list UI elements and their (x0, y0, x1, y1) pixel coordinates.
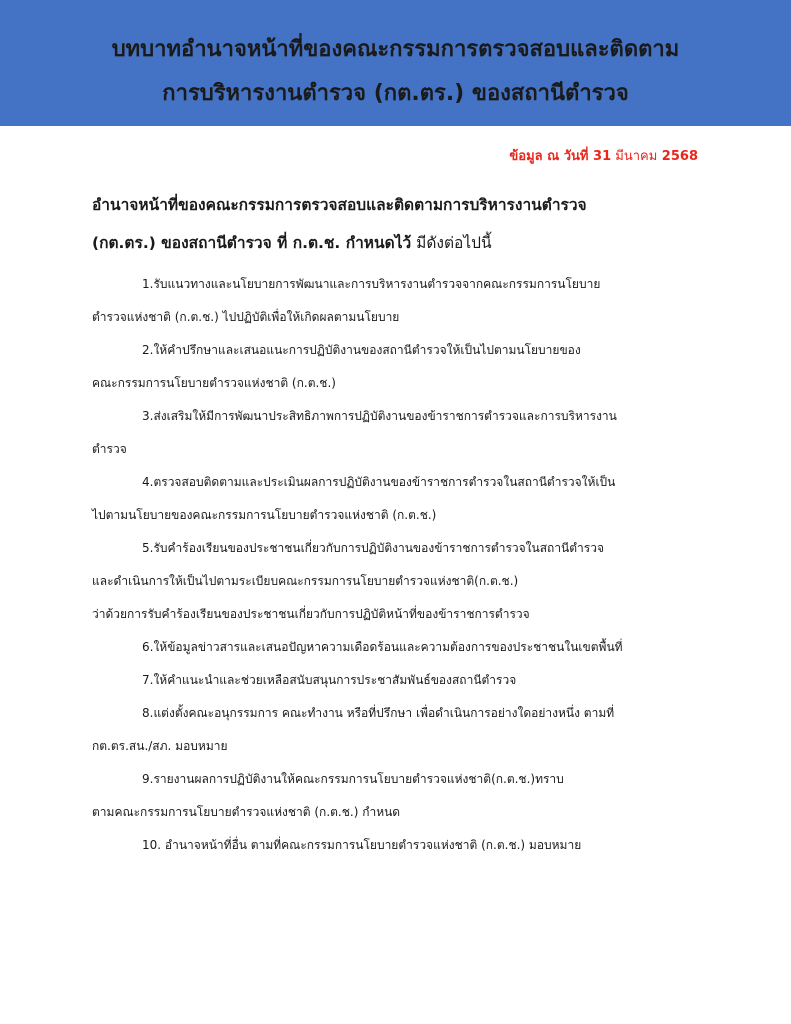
duty-item-6 (92, 631, 712, 664)
duty-item-10 (92, 829, 712, 862)
intro-line-2 (92, 224, 712, 262)
duty-line: 7.ให้คำแนะนำและช่วยเหลือสนับสนุนการประชาสัมพันธ์ของสถานีตำรวจ (142, 673, 517, 687)
intro-heading (92, 186, 712, 262)
duty-line: 10. อำนาจหน้าที่อื่น ตามที่คณะกรรมการนโยบายตำรวจแห่งชาติ (ก.ต.ช.) มอบหมาย (142, 838, 582, 852)
data-date-year: 2568 (657, 149, 698, 164)
duty-line: 3.ส่งเสริมให้มีการพัฒนาประสิทธิภาพการปฏิบัติงานของข้าราชการตำรวจและการบริหารงาน (142, 409, 617, 423)
intro-line-2-bold: (กต.ตร.) ของสถานีตำรวจ ที่ ก.ต.ช. กำหนดไว้ (92, 234, 412, 252)
duty-item-7 (92, 664, 712, 697)
duty-item-4 (92, 466, 712, 532)
title-banner (0, 0, 791, 126)
duties-list (92, 268, 712, 862)
duty-item-8 (92, 697, 712, 763)
duty-item-5 (92, 532, 712, 631)
duty-line: ไปตามนโยบายของคณะกรรมการนโยบายตำรวจแห่งชาติ (ก.ต.ช.) (92, 508, 437, 522)
duty-line: 5.รับคำร้องเรียนของประชาชนเกี่ยวกับการปฏิบัติงานของข้าราชการตำรวจในสถานีตำรวจ (142, 541, 605, 555)
duty-line: ตำรวจแห่งชาติ (ก.ต.ช.) ไปปฏิบัติเพื่อให้เกิดผลตามนโยบาย (92, 310, 400, 324)
duty-item-9 (92, 763, 712, 829)
data-date-label: ข้อมูล ณ วันที่ 31 (509, 149, 612, 164)
duty-line: และดำเนินการให้เป็นไปตามระเบียบคณะกรรมการนโยบายตำรวจแห่งชาติ(ก.ต.ช.) (92, 574, 519, 588)
duty-line: 8.แต่งตั้งคณะอนุกรรมการ คณะทำงาน หรือที่ปรึกษา เพื่อดำเนินการอย่างใดอย่างหนึ่ง ตามที่ (142, 706, 615, 720)
duty-line: 9.รายงานผลการปฏิบัติงานให้คณะกรรมการนโยบายตำรวจแห่งชาติ(ก.ต.ช.)ทราบ (142, 772, 564, 786)
duty-line: กต.ตร.สน./สภ. มอบหมาย (92, 739, 228, 753)
data-date (509, 146, 698, 168)
page-title-line-2: การบริหารงานตำรวจ (กต.ตร.) ของสถานีตำรวจ (162, 81, 629, 106)
duty-item-2 (92, 334, 712, 400)
data-date-month: มีนาคม (611, 149, 658, 164)
duty-line: ตำรวจ (92, 442, 127, 456)
duty-line: ว่าด้วยการรับคำร้องเรียนของประชาชนเกี่ยวกับการปฏิบัติหน้าที่ของข้าราชการตำรวจ (92, 607, 530, 621)
intro-line-1: อำนาจหน้าที่ของคณะกรรมการตรวจสอบและติดตามการบริหารงานตำรวจ (92, 196, 587, 214)
duty-line: 6.ให้ข้อมูลข่าวสารและเสนอปัญหาความเดือดร้อนและความต้องการของประชาชนในเขตพื้นที่ (142, 640, 623, 654)
duty-item-3 (92, 400, 712, 466)
duty-line: ตามคณะกรรมการนโยบายตำรวจแห่งชาติ (ก.ต.ช.) กำหนด (92, 805, 401, 819)
duty-item-1 (92, 268, 712, 334)
duty-line: 4.ตรวจสอบติดตามและประเมินผลการปฏิบัติงานของข้าราชการตำรวจในสถานีตำรวจให้เป็น (142, 475, 616, 489)
duty-line: 2.ให้คำปรึกษาและเสนอแนะการปฏิบัติงานของสถานีตำรวจให้เป็นไปตามนโยบายของ (142, 343, 581, 357)
duty-line: คณะกรรมการนโยบายตำรวจแห่งชาติ (ก.ต.ช.) (92, 376, 336, 390)
page-title-line-1: บทบาทอำนาจหน้าที่ของคณะกรรมการตรวจสอบและติดตาม (111, 37, 680, 62)
intro-line-2-normal: มีดังต่อไปนี้ (411, 234, 492, 252)
duty-line: 1.รับแนวทางและนโยบายการพัฒนาและการบริหารงานตำรวจจากคณะกรรมการนโยบาย (142, 277, 601, 291)
